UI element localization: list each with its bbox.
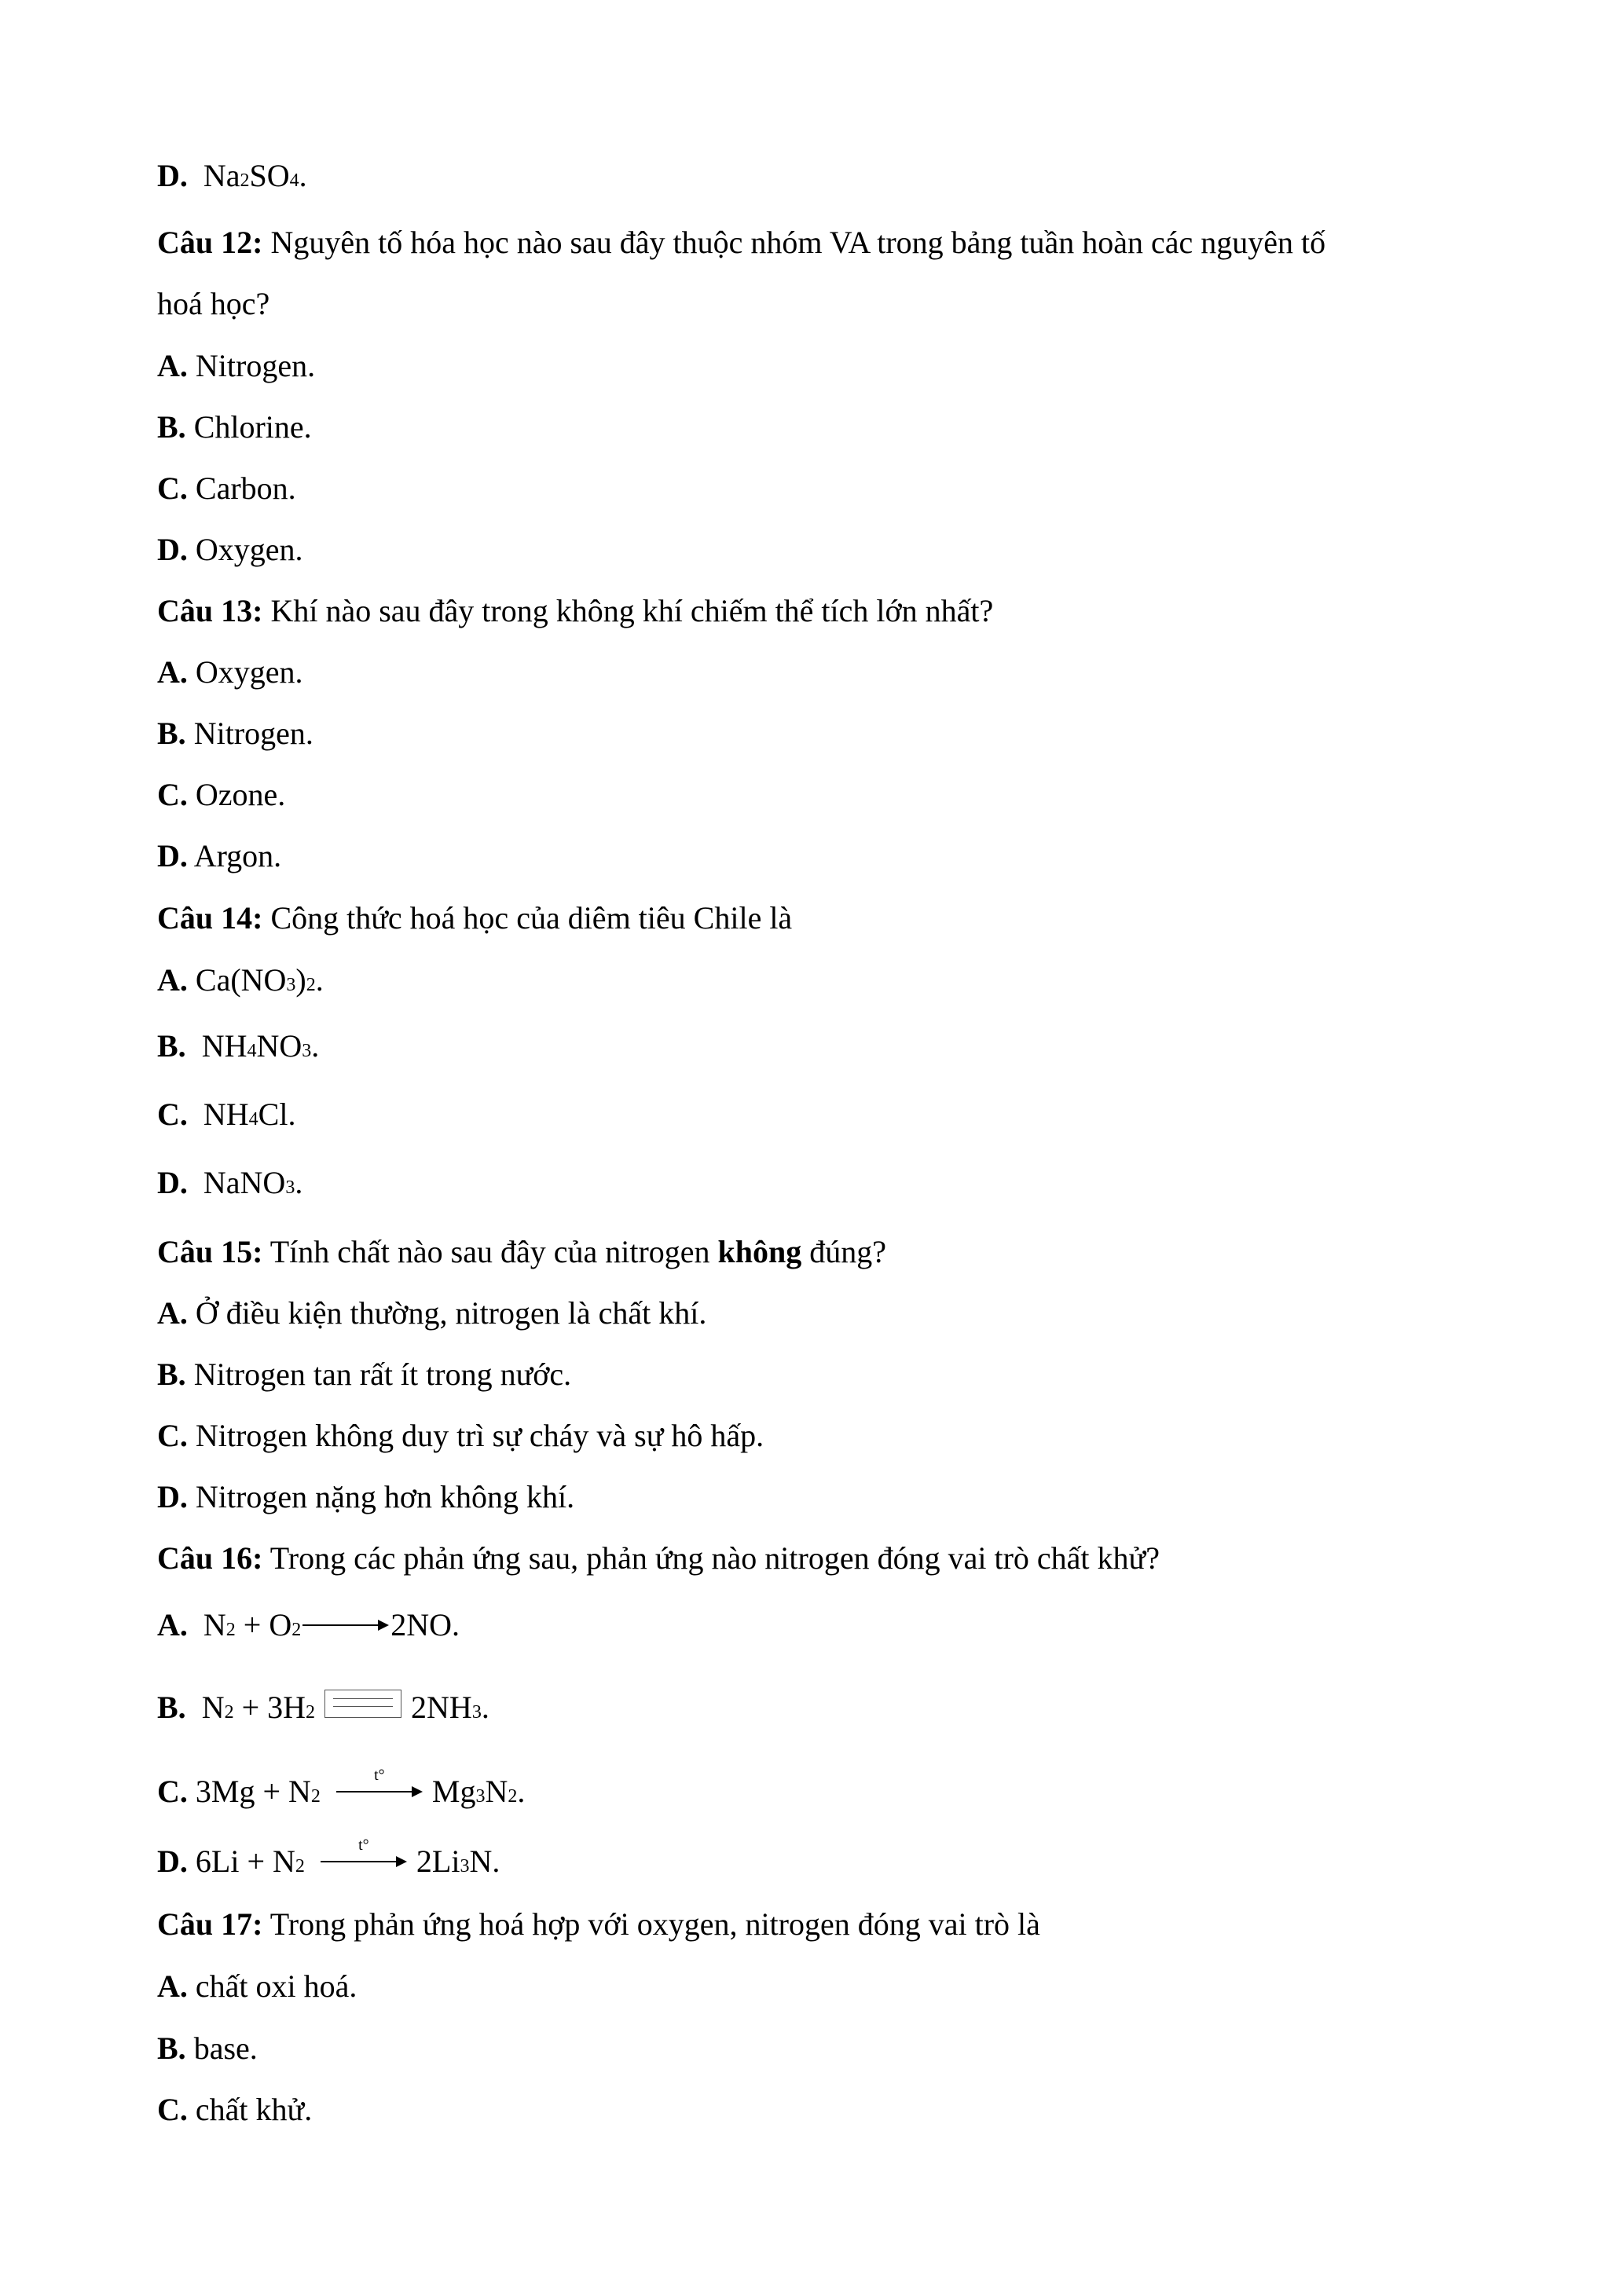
option-text: Argon. — [193, 838, 282, 873]
reaction-equation: 3Mg + N 2 t° Mg 3 N 2 . — [195, 1767, 526, 1809]
option-label: B. — [157, 1028, 186, 1064]
q15-option-a — [157, 1294, 1493, 1332]
option-text: Carbon. — [195, 471, 296, 506]
option-text: base. — [193, 2031, 258, 2066]
q15-option-d — [157, 1478, 1493, 1516]
formula-end: . — [299, 158, 307, 193]
option-text: Oxygen. — [195, 532, 303, 567]
q13-option-d — [157, 837, 1493, 875]
q16-option-d — [157, 1836, 1493, 1880]
reactant: 3H — [267, 1690, 306, 1725]
q13-option-a — [157, 654, 1493, 691]
reaction-condition: t° — [358, 1836, 369, 1854]
question-text: hoá học? — [157, 286, 270, 321]
option-label: C. — [157, 1097, 188, 1132]
q17-option-a — [157, 1968, 1493, 2005]
option-text: Nitrogen không duy trì sự cháy và sự hô hấp. — [195, 1418, 764, 1453]
reaction-arrow-icon — [321, 1836, 407, 1872]
formula: NH 4 Cl . — [203, 1097, 296, 1132]
question-text-end: đúng? — [809, 1234, 887, 1269]
q13-question — [157, 592, 1493, 630]
question-text: Trong phản ứng hoá hợp với oxygen, nitrogen đóng vai trò là — [269, 1906, 1040, 1942]
formula: NH 4 NO 3 . — [201, 1028, 320, 1064]
formula-part: NH — [201, 1028, 247, 1064]
formula-end: . — [481, 1690, 489, 1725]
reactant: 6Li + N — [195, 1844, 295, 1879]
option-text: Nitrogen tan rất ít trong nước. — [193, 1357, 572, 1392]
option-label: C. — [157, 2092, 188, 2127]
formula: Ca(NO 3 ) 2 . — [195, 962, 324, 998]
reaction-equation: N 2 + 3H 2 2NH 3 . — [201, 1690, 489, 1725]
option-label: D. — [157, 1165, 188, 1200]
plus-sign: + — [233, 1690, 268, 1725]
option-label: C. — [157, 1774, 188, 1809]
option-label: A. — [157, 654, 188, 690]
question-label: Câu 16: — [157, 1540, 263, 1576]
q16-option-a — [157, 1606, 1493, 1644]
product: 2NH — [411, 1690, 472, 1725]
formula-part: NH — [203, 1097, 249, 1132]
option-label: D. — [157, 158, 188, 193]
formula-part: NO — [256, 1028, 302, 1064]
option-label: B. — [157, 1690, 186, 1725]
reactant: 3Mg + N — [195, 1774, 311, 1809]
option-text: Ở điều kiện thường, nitrogen là chất khí. — [195, 1295, 707, 1331]
option-label: A. — [157, 1295, 188, 1331]
q14-question — [157, 899, 1493, 937]
option-label: C. — [157, 471, 188, 506]
option-label: A. — [157, 348, 188, 383]
q16-option-c — [157, 1767, 1493, 1811]
option-label: D. — [157, 1479, 188, 1514]
option-label: C. — [157, 1418, 188, 1453]
q13-option-c — [157, 776, 1493, 814]
q14-option-b — [157, 1027, 1493, 1065]
plus-sign: + — [235, 1607, 269, 1642]
reaction-condition: t° — [374, 1767, 385, 1784]
option-label: B. — [157, 409, 186, 445]
q12-option-c — [157, 470, 1493, 507]
q16-option-b — [157, 1689, 1493, 1727]
option-text: chất oxi hoá. — [195, 1968, 357, 2004]
question-label: Câu 14: — [157, 900, 263, 936]
reaction-equation: N 2 + O 2 2NO . — [203, 1607, 460, 1642]
product: N — [469, 1844, 493, 1879]
q12-option-b — [157, 408, 1493, 446]
question-label: Câu 12: — [157, 225, 263, 260]
option-label: B. — [157, 1357, 186, 1392]
reaction-arrow-icon — [302, 1620, 389, 1635]
option-label: B. — [157, 2031, 186, 2066]
option-text: Ozone. — [195, 777, 286, 812]
q12-option-d — [157, 531, 1493, 569]
q12-option-a — [157, 347, 1493, 385]
formula-part: Na — [203, 158, 240, 193]
option-text: chất khử. — [195, 2092, 313, 2127]
q12-question-cont — [157, 285, 1493, 323]
formula-part: Cl — [258, 1097, 288, 1132]
option-label: D. — [157, 532, 188, 567]
question-emphasis: không — [717, 1234, 802, 1269]
option-text: Nitrogen. — [193, 716, 313, 751]
q14-option-c — [157, 1096, 1493, 1133]
product: Mg — [431, 1774, 476, 1809]
formula-end: . — [295, 1165, 303, 1200]
option-label: D. — [157, 838, 188, 873]
question-text: Nguyên tố hóa học nào sau đây thuộc nhóm VA trong bảng tuần hoàn các nguyên tố — [270, 225, 1326, 260]
q14-option-d — [157, 1164, 1493, 1202]
product: 2Li — [416, 1844, 460, 1879]
formula: Na 2 SO 4 . — [203, 158, 307, 193]
formula-end: . — [288, 1097, 296, 1132]
reactant: O — [269, 1607, 292, 1642]
option-text: Nitrogen nặng hơn không khí. — [195, 1479, 575, 1514]
q16-question — [157, 1540, 1493, 1577]
formula-part: SO — [249, 158, 290, 193]
reactant: N — [201, 1690, 225, 1725]
formula-end: . — [311, 1028, 320, 1064]
q17-option-b — [157, 2030, 1493, 2067]
option-label: D. — [157, 1844, 188, 1879]
q11-option-d — [157, 157, 1493, 195]
option-text: Nitrogen. — [195, 348, 316, 383]
question-text: Tính chất nào sau đây của nitrogen — [269, 1234, 710, 1269]
formula-end: . — [315, 962, 324, 998]
q13-option-b — [157, 715, 1493, 753]
q17-question — [157, 1906, 1493, 1943]
reaction-arrow-icon — [336, 1767, 423, 1802]
question-label: Câu 13: — [157, 593, 263, 628]
reactant: N — [203, 1607, 226, 1642]
question-label: Câu 17: — [157, 1906, 263, 1942]
q15-question — [157, 1233, 1493, 1271]
product: 2NO — [390, 1607, 453, 1642]
q14-option-a — [157, 961, 1493, 999]
question-label: Câu 15: — [157, 1234, 263, 1269]
equilibrium-arrow-icon — [324, 1690, 401, 1718]
formula-end: . — [492, 1844, 500, 1879]
option-text: Oxygen. — [195, 654, 303, 690]
formula-part: NaNO — [203, 1165, 286, 1200]
question-text: Trong các phản ứng sau, phản ứng nào nitrogen đóng vai trò chất khử? — [269, 1540, 1160, 1576]
option-label: A. — [157, 1968, 188, 2004]
question-text: Công thức hoá học của diêm tiêu Chile là — [270, 900, 793, 936]
q15-option-b — [157, 1356, 1493, 1393]
option-label: A. — [157, 1607, 188, 1642]
formula: NaNO 3 . — [203, 1165, 303, 1200]
formula-end: . — [452, 1607, 460, 1642]
reaction-equation: 6Li + N 2 t° 2Li 3 N . — [195, 1836, 500, 1879]
q17-option-c — [157, 2091, 1493, 2129]
q15-option-c — [157, 1417, 1493, 1455]
option-label: B. — [157, 716, 186, 751]
question-text: Khí nào sau đây trong không khí chiếm thể tích lớn nhất? — [270, 593, 994, 628]
option-text: Chlorine. — [193, 409, 312, 445]
formula-part: Ca(NO — [195, 962, 287, 998]
option-label: A. — [157, 962, 188, 998]
q12-question — [157, 224, 1493, 262]
option-label: C. — [157, 777, 188, 812]
product: N — [485, 1774, 508, 1809]
formula-end: . — [517, 1774, 526, 1809]
formula-part: ) — [295, 962, 306, 998]
